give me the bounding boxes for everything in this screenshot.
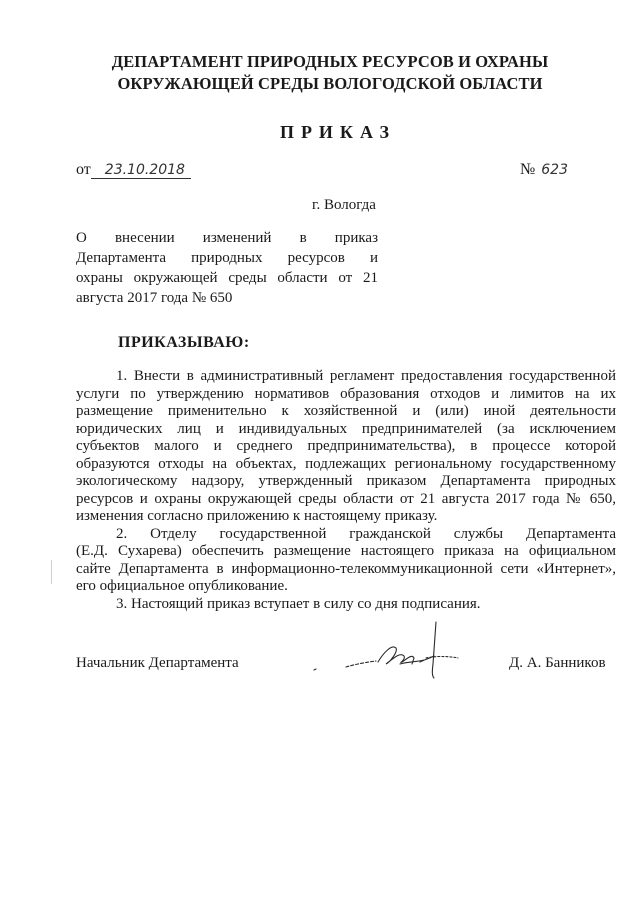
date-row [76,161,191,179]
number-row [520,161,568,179]
signature-icon [308,612,478,682]
document-title: ПРИКАЗ [279,122,397,142]
body-line: субъектов малого и среднего предпринимательства), в процессе которой [76,438,616,454]
margin-mark [51,560,52,584]
body-line: 3. Настоящий приказ вступает в силу со дня подписания. [116,595,481,612]
body-line: 2. Отделу государственной гражданской службы Департамента [116,525,616,542]
subject-line: августа 2017 года № 650 [76,290,233,306]
handwritten-date: 23.10.2018 [91,162,191,179]
body-line: образуются отходы на объектах, подлежащих региональному государственному [76,455,616,472]
subject-line: О внесении изменений в приказ [76,230,378,246]
order-body [76,368,616,613]
subject-line: Департамента природных ресурсов и [76,250,378,266]
body-line: ресурсов и охраны окружающей среды области от 21 августа 2017 года № 650, [76,490,616,507]
department-header [60,51,600,95]
body-line: услуги по утверждению нормативов образования отходов и лимитов на их [76,385,616,402]
subject-block [76,228,378,308]
header-line-1: ДЕПАРТАМЕНТ ПРИРОДНЫХ РЕСУРСОВ И ОХРАНЫ [111,52,549,71]
handwritten-number: 623 [541,162,568,178]
body-line: 1. Внести в административный регламент предоставления государственной [116,368,616,384]
header-line-2: ОКРУЖАЮЩЕЙ СРЕДЫ ВОЛОГОДСКОЙ ОБЛАСТИ [117,74,543,93]
body-line: юридических лиц и индивидуальных предпринимателей (за исключением [76,420,616,437]
city: г. Вологда [312,197,376,213]
number-prefix: № [520,161,536,178]
handwritten-signature [308,612,478,687]
body-line: размещение применительно к хозяйственной и (или) иной деятельности [76,403,616,419]
body-line: его официальное опубликование. [76,578,288,594]
body-line: сайте Департамента в информационно-телекоммуникационной сети «Интернет», [76,560,616,577]
date-prefix: от [76,161,91,178]
signatory-position: Начальник Департамента [76,655,239,671]
body-line: экологическому надзору, утвержденный приказом Департамента природных [76,473,616,489]
body-line: (Е.Д. Сухарева) обеспечить размещение настоящего приказа на официальном [76,543,616,559]
signatory-name: Д. А. Банников [509,655,606,671]
order-heading: ПРИКАЗЫВАЮ: [118,334,250,351]
body-line: изменения согласно приложению к настоящему приказу. [76,508,438,524]
subject-line: охраны окружающей среды области от 21 [76,270,378,286]
